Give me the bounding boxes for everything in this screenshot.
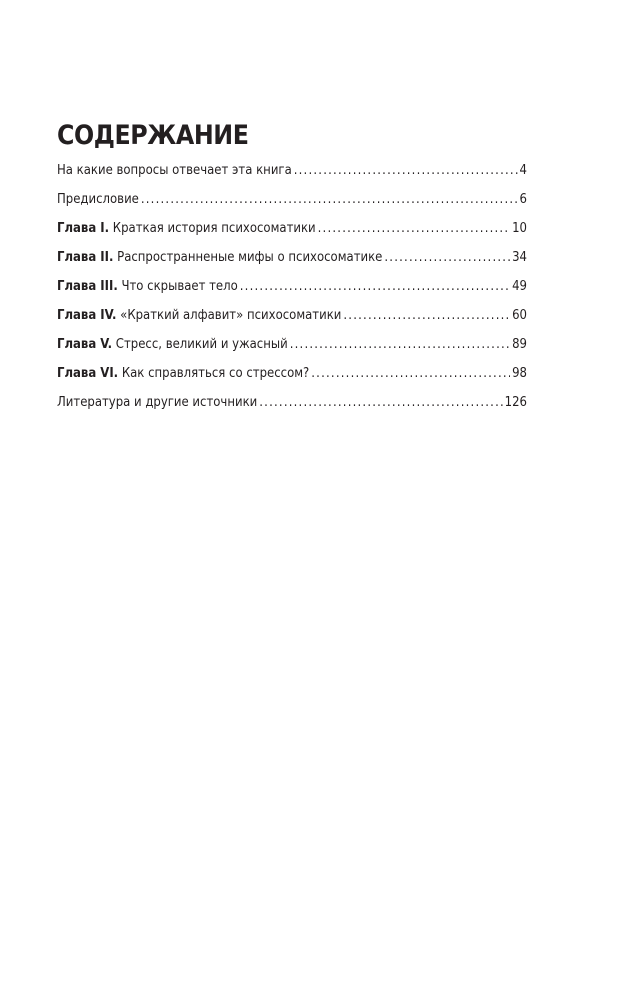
entry-title — [57, 388, 257, 417]
toc-entry[interactable] — [57, 301, 527, 330]
chapter-label: Глава IV. — [57, 308, 117, 323]
dot-leader — [259, 388, 502, 417]
page-number: 98 — [512, 366, 527, 381]
page-title: СОДЕРЖАНИЕ — [57, 120, 249, 151]
toc-entry[interactable] — [57, 156, 527, 185]
entry-label: Распространненые мифы о психосоматике — [113, 250, 383, 265]
dot-leader — [311, 359, 510, 388]
toc-entry[interactable] — [57, 214, 527, 243]
entry-title — [57, 301, 341, 330]
entry-label: Литература и другие источники — [57, 395, 258, 410]
chapter-label: Глава V. — [57, 337, 113, 352]
toc-entry[interactable] — [57, 359, 527, 388]
entry-label: Как справляться со стрессом? — [118, 366, 310, 381]
toc-entry[interactable] — [57, 185, 527, 214]
dot-leader — [294, 156, 518, 185]
entry-label: Стресс, великий и ужасный — [112, 337, 288, 352]
chapter-label: Глава I. — [57, 221, 110, 236]
entry-label: Что скрывает тело — [117, 279, 238, 294]
chapter-label: Глава III. — [57, 279, 118, 294]
page-number: 4 — [519, 163, 527, 178]
entry-title — [57, 243, 382, 272]
page-number: 34 — [512, 250, 527, 265]
entry-label: «Краткий алфавит» психосоматики — [116, 308, 342, 323]
entry-label: Предисловие — [57, 192, 139, 207]
entry-title — [57, 185, 139, 214]
dot-leader — [343, 301, 510, 330]
entry-title — [57, 359, 309, 388]
chapter-label: Глава II. — [57, 250, 114, 265]
dot-leader — [240, 272, 510, 301]
dot-leader — [384, 243, 510, 272]
toc-entry[interactable] — [57, 330, 527, 359]
dot-leader — [141, 185, 518, 214]
page-number: 6 — [519, 192, 527, 207]
page-number: 126 — [504, 395, 527, 410]
chapter-label: Глава VI. — [57, 366, 119, 381]
toc-entry[interactable] — [57, 388, 527, 417]
entry-title — [57, 330, 288, 359]
entry-title — [57, 214, 316, 243]
page-number: 89 — [512, 337, 527, 352]
dot-leader — [318, 214, 510, 243]
table-of-contents — [57, 156, 527, 417]
page-number: 10 — [512, 221, 527, 236]
entry-title — [57, 272, 238, 301]
toc-entry[interactable] — [57, 243, 527, 272]
entry-label: Краткая история психосоматики — [109, 221, 316, 236]
dot-leader — [290, 330, 510, 359]
page-number: 60 — [512, 308, 527, 323]
page-number: 49 — [512, 279, 527, 294]
entry-title — [57, 156, 292, 185]
toc-entry[interactable] — [57, 272, 527, 301]
entry-label: На какие вопросы отвечает эта книга — [57, 163, 292, 178]
